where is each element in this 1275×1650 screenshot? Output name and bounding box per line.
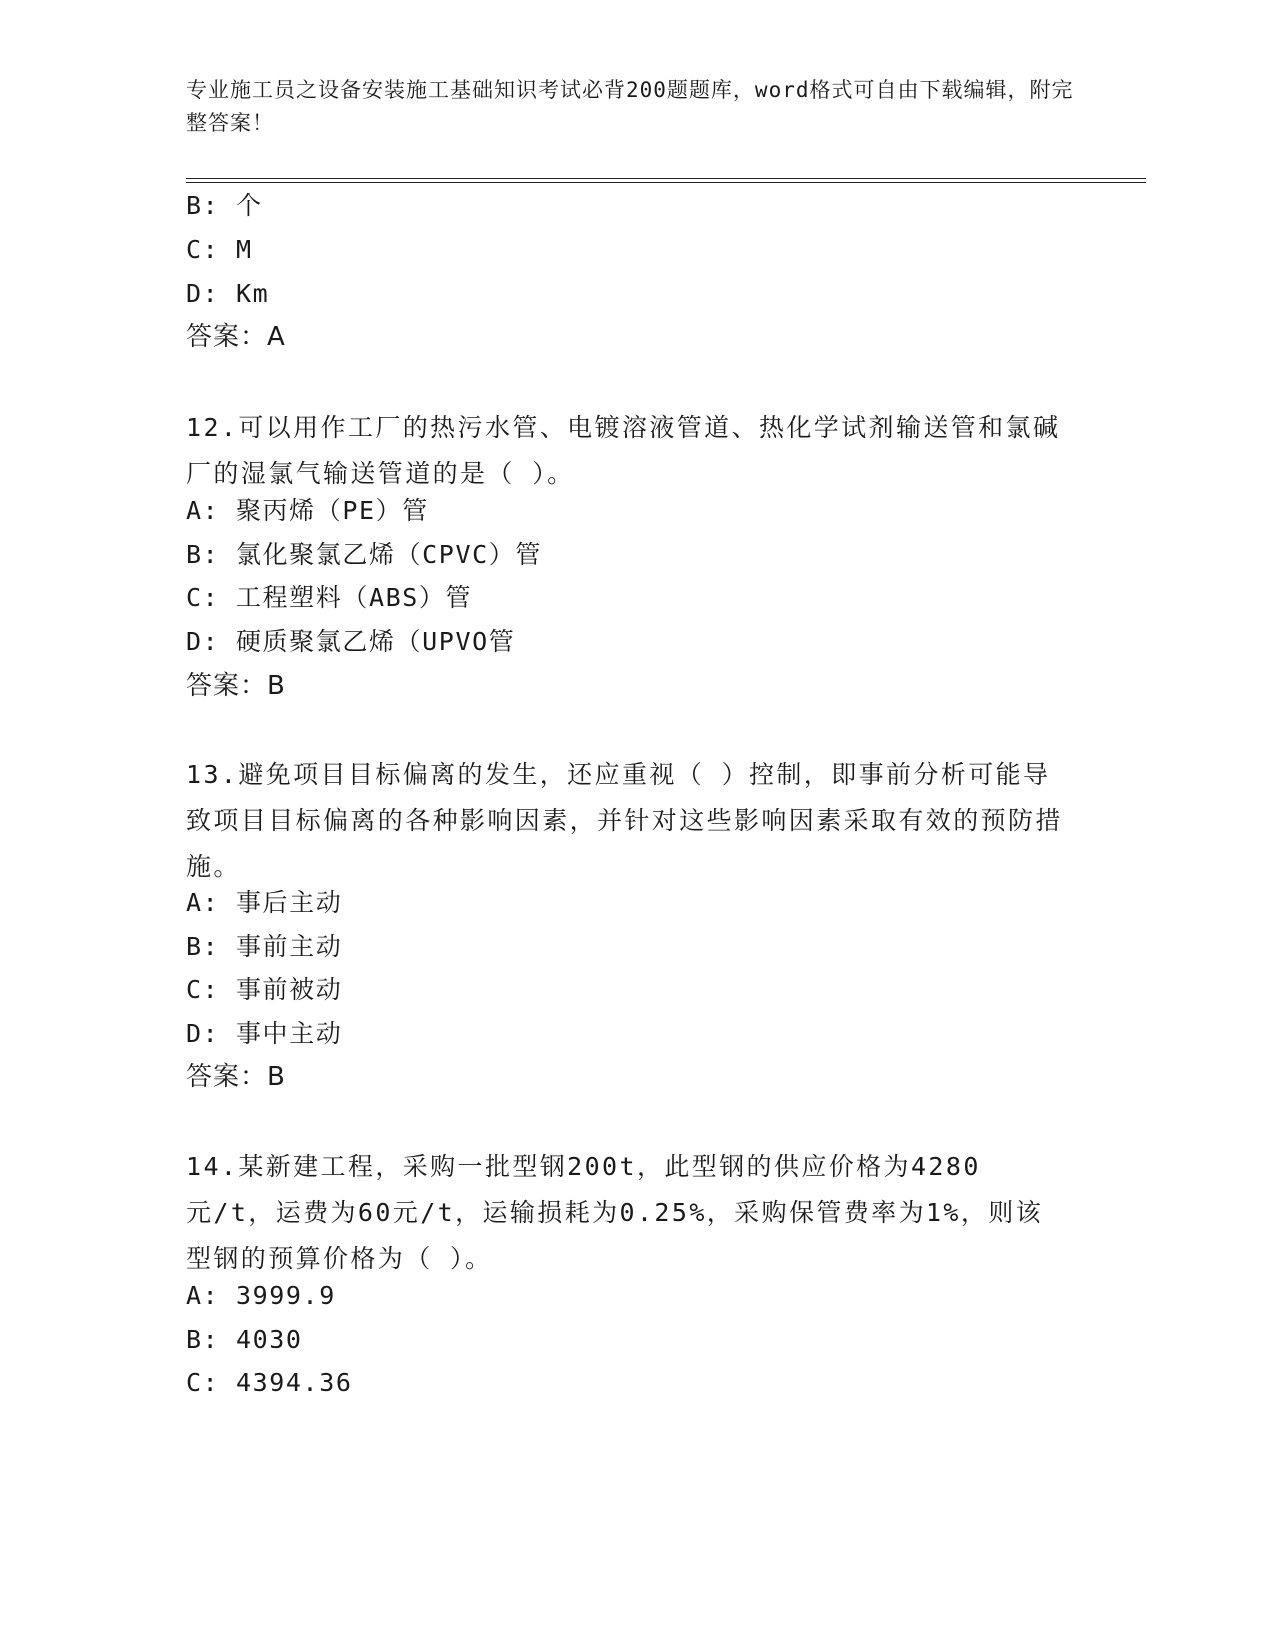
option-a: A: 聚丙烯（PE）管 — [186, 496, 429, 525]
option-c: C: M — [186, 235, 253, 264]
answer: 答案：A — [186, 322, 286, 352]
question-14-text: 14.某新建工程，采购一批型钢200t，此型钢的供应价格为4280元/t，运费为60元/t，运输损耗为0.25%，采购保管费率为1%，则该型钢的预算价格为（ ）。 — [186, 1152, 1044, 1273]
option-c: C: 事前被动 — [186, 975, 343, 1004]
header-divider-top — [186, 178, 1146, 179]
option-a: A: 3999.9 — [186, 1281, 336, 1310]
header-divider-bottom — [186, 182, 1146, 183]
answer: 答案：B — [186, 1062, 286, 1092]
option-b: B: 氯化聚氯乙烯（CPVC）管 — [186, 540, 542, 569]
option-d: D: Km — [186, 279, 270, 308]
option-b: B: 4030 — [186, 1325, 303, 1354]
option-b: B: 事前主动 — [186, 932, 343, 961]
document-title: 专业施工员之设备安装施工基础知识考试必背200题题库，word格式可自由下载编辑，附完整答案！ — [186, 78, 1074, 135]
option-c: C: 工程塑料（ABS）管 — [186, 583, 473, 612]
document-header — [186, 74, 1086, 140]
question-13-text: 13.避免项目目标偏离的发生，还应重视（ ）控制，即事前分析可能导致项目目标偏离的各种影响因素，并针对这些影响因素采取有效的预防措施。 — [186, 760, 1063, 881]
option-d: D: 硬质聚氯乙烯（UPVO管 — [186, 627, 516, 656]
question-12-text: 12.可以用作工厂的热污水管、电镀溶液管道、热化学试剂输送管和氯碱厂的湿氯气输送管道的是（ ）。 — [186, 413, 1061, 488]
option-d: D: 事中主动 — [186, 1019, 343, 1048]
option-a: A: 事后主动 — [186, 888, 343, 917]
answer: 答案：B — [186, 671, 286, 701]
option-c: C: 4394.36 — [186, 1368, 353, 1397]
option-b: B: 个 — [186, 191, 263, 220]
